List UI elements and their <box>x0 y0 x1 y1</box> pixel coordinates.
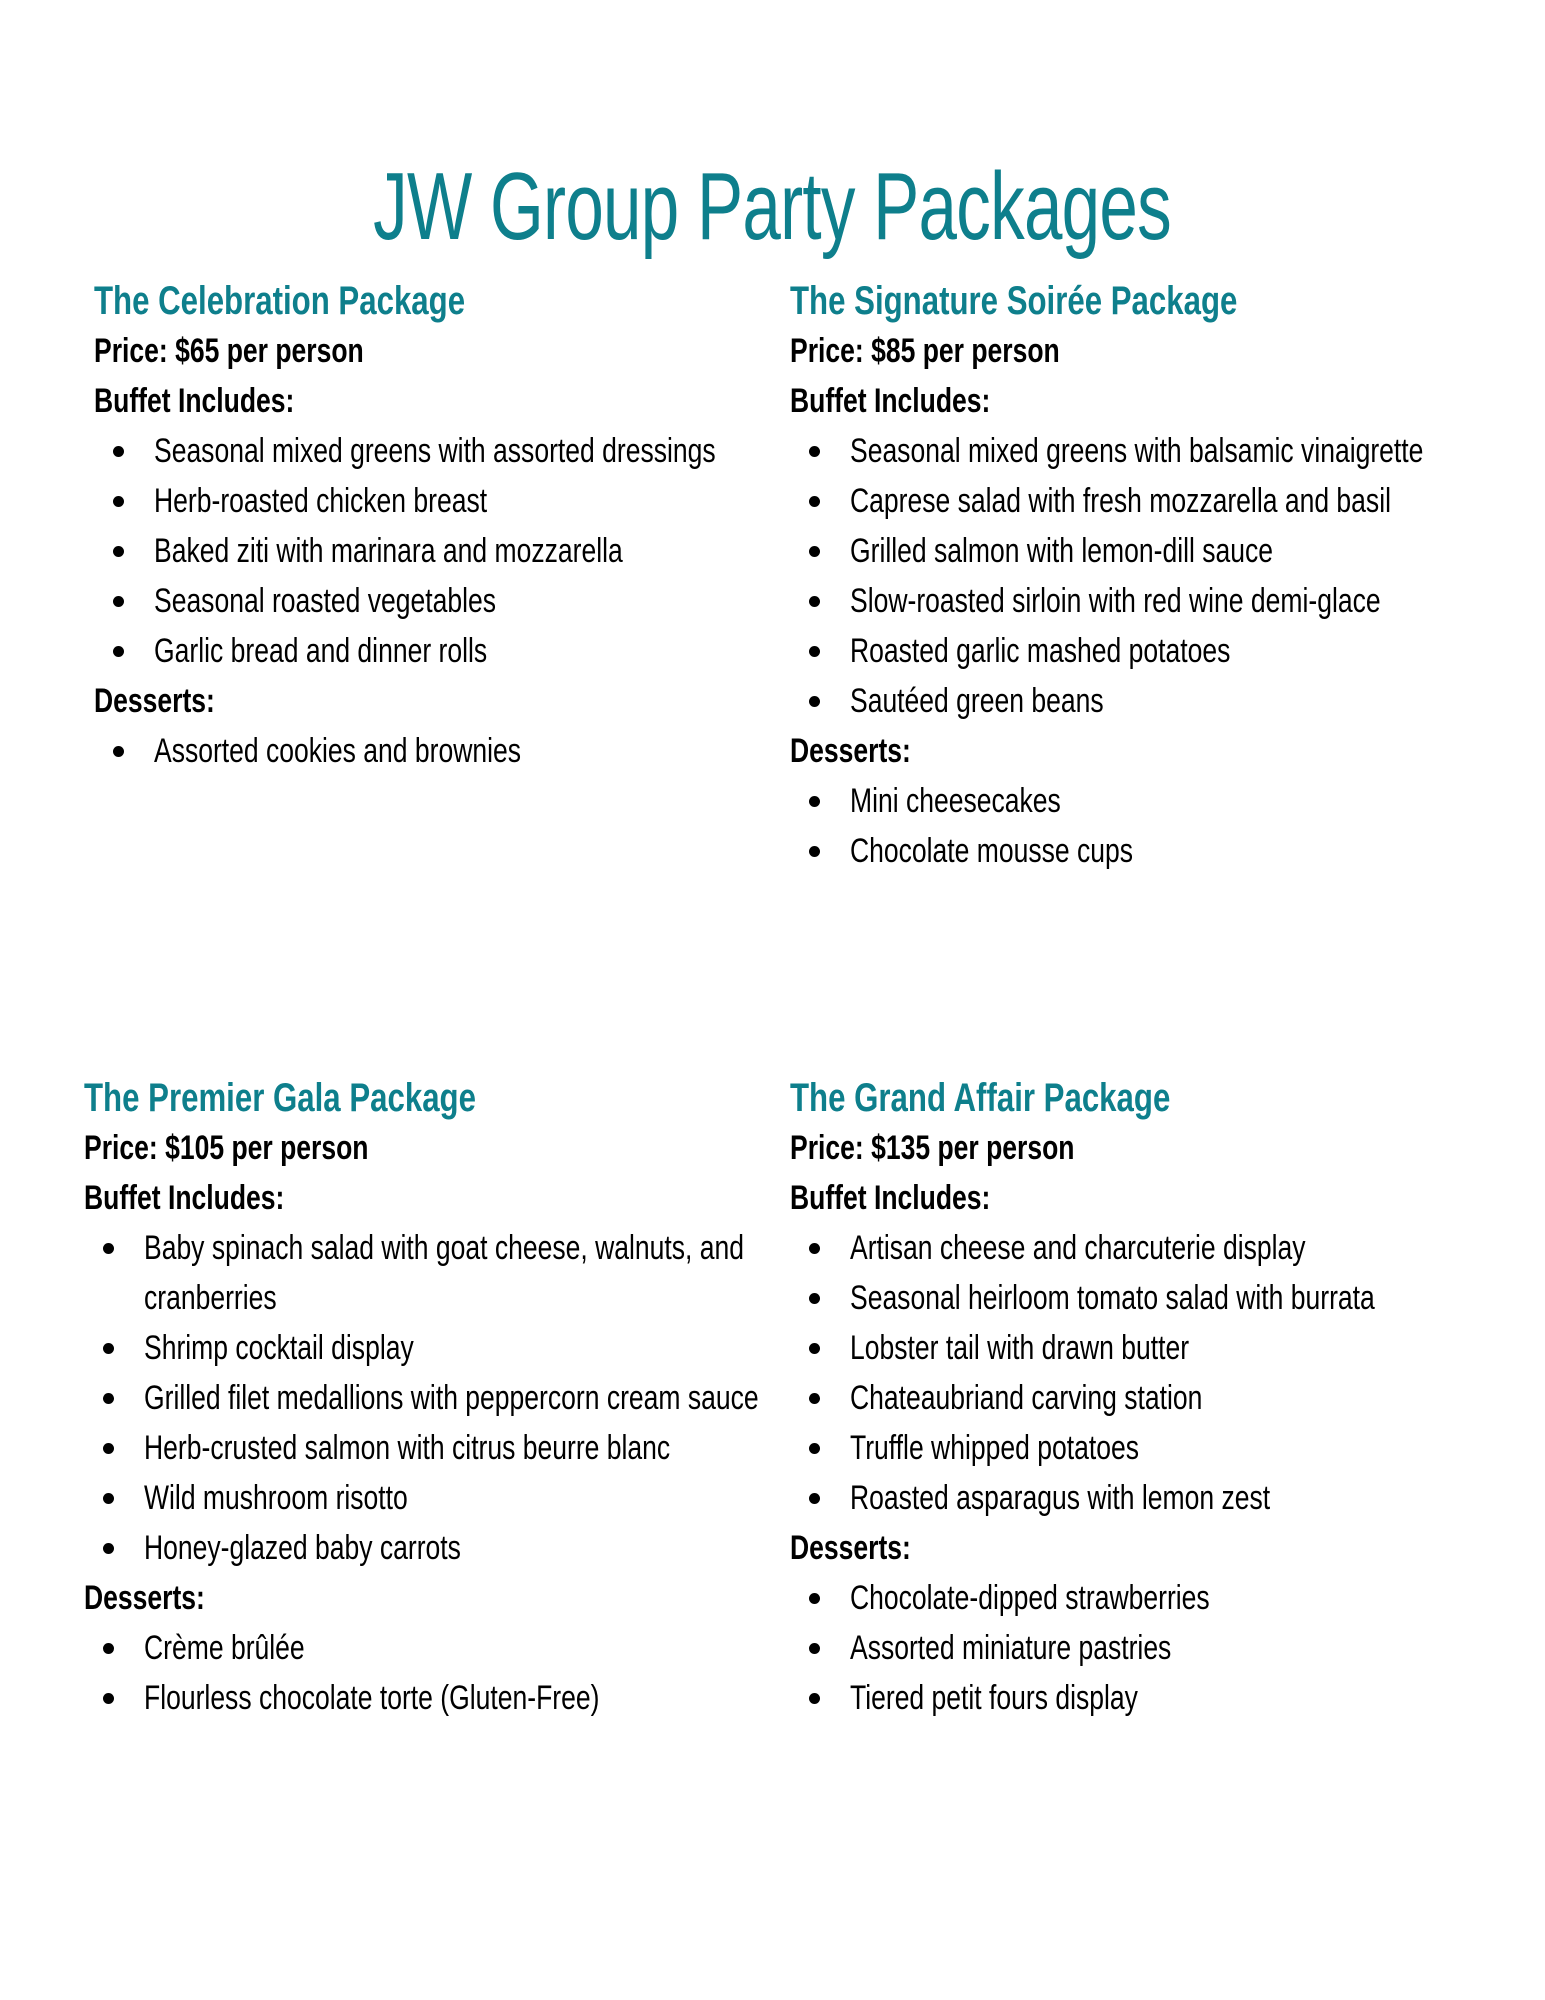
list-item <box>94 526 794 576</box>
bullet-icon <box>113 596 124 607</box>
desserts-list <box>94 726 794 776</box>
bullet-icon <box>809 546 820 557</box>
package-name-text: The Signature Soirée Package <box>790 279 1238 323</box>
package-premier-gala <box>84 1073 784 1723</box>
desserts-list <box>790 1573 1490 1723</box>
package-name-text: The Premier Gala Package <box>84 1076 476 1120</box>
desserts-heading-text: Desserts: <box>94 682 215 720</box>
list-item <box>790 576 1490 626</box>
bullet-icon <box>809 696 820 707</box>
list-item-text: Baby spinach salad with goat cheese, walnuts, and cranberries <box>144 1229 745 1317</box>
list-item-text: Roasted asparagus with lemon zest <box>850 1479 1271 1517</box>
bullet-icon <box>809 1643 820 1654</box>
list-item-text: Wild mushroom risotto <box>144 1479 408 1517</box>
package-celebration <box>94 276 794 776</box>
desserts-heading <box>790 726 1490 776</box>
list-item <box>790 776 1490 826</box>
package-name <box>790 276 1490 326</box>
package-name-text: The Celebration Package <box>94 279 466 323</box>
buffet-list <box>790 426 1490 726</box>
bullet-icon <box>809 1293 820 1304</box>
buffet-heading-text: Buffet Includes: <box>790 1179 991 1217</box>
list-item <box>790 626 1490 676</box>
list-item-text: Chocolate-dipped strawberries <box>850 1579 1210 1617</box>
list-item <box>84 1523 784 1573</box>
buffet-heading <box>790 1173 1490 1223</box>
list-item <box>790 1573 1490 1623</box>
list-item <box>790 1473 1490 1523</box>
list-item <box>790 426 1490 476</box>
list-item <box>84 1623 784 1673</box>
package-price-text: Price: $65 per person <box>94 332 364 370</box>
desserts-list <box>84 1623 784 1723</box>
bullet-icon <box>103 1693 114 1704</box>
buffet-list <box>84 1223 784 1573</box>
list-item-text: Seasonal roasted vegetables <box>154 582 497 620</box>
list-item <box>84 1423 784 1473</box>
buffet-heading <box>84 1173 784 1223</box>
list-item <box>790 1673 1490 1723</box>
list-item <box>94 626 794 676</box>
buffet-heading-text: Buffet Includes: <box>94 382 295 420</box>
bullet-icon <box>113 496 124 507</box>
list-item-text: Honey-glazed baby carrots <box>144 1529 461 1567</box>
list-item <box>790 526 1490 576</box>
bullet-icon <box>809 1243 820 1254</box>
list-item-text: Grilled filet medallions with peppercorn cream sauce <box>144 1379 759 1417</box>
package-grand-affair <box>790 1073 1490 1723</box>
bullet-icon <box>103 1543 114 1554</box>
desserts-list <box>790 776 1490 876</box>
list-item-text: Chateaubriand carving station <box>850 1379 1203 1417</box>
page-title <box>0 152 1545 262</box>
bullet-icon <box>809 1493 820 1504</box>
bullet-icon <box>809 1343 820 1354</box>
desserts-heading-text: Desserts: <box>84 1579 205 1617</box>
bullet-icon <box>809 1393 820 1404</box>
bullet-icon <box>103 1393 114 1404</box>
list-item <box>84 1223 784 1323</box>
bullet-icon <box>103 1493 114 1504</box>
list-item-text: Caprese salad with fresh mozzarella and basil <box>850 482 1391 520</box>
list-item-text: Seasonal heirloom tomato salad with burrata <box>850 1279 1375 1317</box>
buffet-list <box>790 1223 1490 1523</box>
bullet-icon <box>103 1243 114 1254</box>
package-name <box>790 1073 1490 1123</box>
list-item-text: Roasted garlic mashed potatoes <box>850 632 1231 670</box>
bullet-icon <box>113 646 124 657</box>
page-title-text: JW Group Party Packages <box>373 153 1172 261</box>
list-item-text: Truffle whipped potatoes <box>850 1429 1139 1467</box>
buffet-heading-text: Buffet Includes: <box>84 1179 285 1217</box>
list-item-text: Assorted cookies and brownies <box>154 732 522 770</box>
bullet-icon <box>809 796 820 807</box>
package-price-text: Price: $85 per person <box>790 332 1060 370</box>
desserts-heading <box>790 1523 1490 1573</box>
bullet-icon <box>809 846 820 857</box>
package-price <box>84 1123 784 1173</box>
bullet-icon <box>113 546 124 557</box>
bullet-icon <box>103 1443 114 1454</box>
package-signature-soiree <box>790 276 1490 876</box>
package-price <box>790 1123 1490 1173</box>
buffet-heading <box>94 376 794 426</box>
list-item <box>94 576 794 626</box>
list-item-text: Lobster tail with drawn butter <box>850 1329 1190 1367</box>
list-item <box>790 1423 1490 1473</box>
buffet-list <box>94 426 794 676</box>
list-item-text: Crème brûlée <box>144 1629 305 1667</box>
list-item <box>790 1623 1490 1673</box>
list-item-text: Seasonal mixed greens with assorted dressings <box>154 432 716 470</box>
list-item-text: Slow-roasted sirloin with red wine demi-glace <box>850 582 1381 620</box>
list-item <box>84 1473 784 1523</box>
list-item <box>790 1223 1490 1273</box>
list-item-text: Chocolate mousse cups <box>850 832 1134 870</box>
package-price-text: Price: $105 per person <box>84 1129 369 1167</box>
package-price-text: Price: $135 per person <box>790 1129 1075 1167</box>
list-item-text: Shrimp cocktail display <box>144 1329 414 1367</box>
list-item-text: Flourless chocolate torte (Gluten-Free) <box>144 1679 600 1717</box>
list-item-text: Baked ziti with marinara and mozzarella <box>154 532 623 570</box>
list-item <box>790 1273 1490 1323</box>
list-item-text: Artisan cheese and charcuterie display <box>850 1229 1306 1267</box>
list-item-text: Grilled salmon with lemon-dill sauce <box>850 532 1274 570</box>
list-item-text: Mini cheesecakes <box>850 782 1061 820</box>
bullet-icon <box>103 1343 114 1354</box>
package-name <box>84 1073 784 1123</box>
package-price <box>790 326 1490 376</box>
bullet-icon <box>809 1443 820 1454</box>
list-item-text: Seasonal mixed greens with balsamic vinaigrette <box>850 432 1424 470</box>
list-item-text: Garlic bread and dinner rolls <box>154 632 488 670</box>
package-name <box>94 276 794 326</box>
list-item <box>84 1323 784 1373</box>
list-item <box>84 1673 784 1723</box>
list-item <box>790 476 1490 526</box>
desserts-heading <box>84 1573 784 1623</box>
list-item-text: Assorted miniature pastries <box>850 1629 1172 1667</box>
list-item <box>790 1373 1490 1423</box>
list-item-text: Sautéed green beans <box>850 682 1104 720</box>
package-price <box>94 326 794 376</box>
list-item <box>94 726 794 776</box>
list-item <box>94 476 794 526</box>
desserts-heading <box>94 676 794 726</box>
bullet-icon <box>103 1643 114 1654</box>
package-name-text: The Grand Affair Package <box>790 1076 1171 1120</box>
bullet-icon <box>113 746 124 757</box>
list-item <box>790 826 1490 876</box>
bullet-icon <box>809 1693 820 1704</box>
bullet-icon <box>809 646 820 657</box>
list-item <box>84 1373 784 1423</box>
list-item <box>790 1323 1490 1373</box>
list-item-text: Herb-crusted salmon with citrus beurre blanc <box>144 1429 671 1467</box>
buffet-heading-text: Buffet Includes: <box>790 382 991 420</box>
list-item-text: Tiered petit fours display <box>850 1679 1138 1717</box>
bullet-icon <box>809 1593 820 1604</box>
buffet-heading <box>790 376 1490 426</box>
bullet-icon <box>113 446 124 457</box>
list-item-text: Herb-roasted chicken breast <box>154 482 488 520</box>
desserts-heading-text: Desserts: <box>790 732 911 770</box>
list-item <box>94 426 794 476</box>
bullet-icon <box>809 596 820 607</box>
bullet-icon <box>809 446 820 457</box>
list-item <box>790 676 1490 726</box>
bullet-icon <box>809 496 820 507</box>
desserts-heading-text: Desserts: <box>790 1529 911 1567</box>
